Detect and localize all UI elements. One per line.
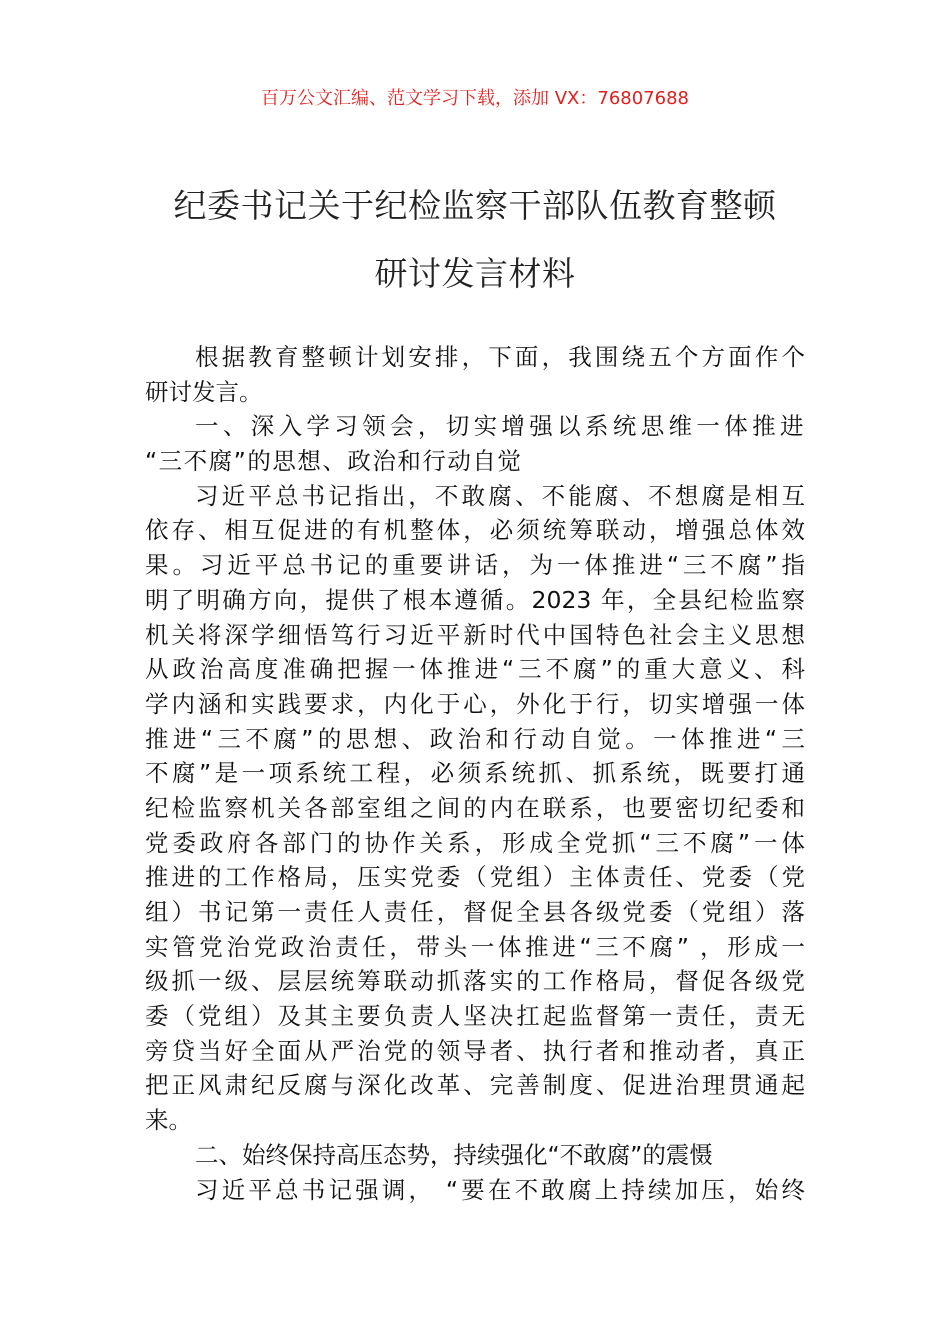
body-text-line: 实管党治党政治责任，带头一体推进“三不腐” ，形成一	[145, 932, 805, 961]
body-text-line: 机关将深学细悟笃行习近平新时代中国特色社会主义思想	[145, 620, 805, 649]
watermark-header: 百万公文汇编、范文学习下载，添加 VX：76807688	[261, 88, 689, 109]
body-text-line: 从政治高度准确把握一体推进“三不腐”的重大意义、科	[145, 655, 805, 684]
section-heading-line: 一、深入学习领会，切实增强以系统思维一体推进	[195, 412, 805, 441]
body-text-line: 习近平总书记强调， “要在不敢腐上持续加压，始终	[195, 1175, 805, 1204]
body-text-line: 学内涵和实践要求，内化于心，外化于行，切实增强一体	[145, 689, 805, 718]
body-text-line: 二、始终保持高压态势，持续强化“不敢腐”的震慑	[195, 1140, 713, 1169]
document-title-line-1: 纪委书记关于纪检监察干部队伍教育整顿	[173, 186, 777, 225]
body-text-line: 果。习近平总书记的重要讲话，为一体推进“三不腐”指	[145, 551, 805, 580]
body-text-line: 推进“三不腐”的思想、政治和行动自觉。一体推进“三	[145, 724, 805, 753]
body-text-line: 党委政府各部门的协作关系，形成全党抓“三不腐”一体	[145, 828, 805, 857]
body-text-line: 推进的工作格局，压实党委（党组）主体责任、党委（党	[145, 863, 805, 892]
body-text-line: 来。	[145, 1106, 192, 1135]
body-text-line: 根据教育整顿计划安排，下面，我围绕五个方面作个	[195, 343, 805, 371]
section-heading-line: “三不腐”的思想、政治和行动自觉	[145, 447, 523, 476]
body-text-line: 依存、相互促进的有机整体，必须统筹联动，增强总体效	[145, 516, 805, 545]
document-title-line-2: 研讨发言材料	[374, 254, 576, 293]
body-text-line: 不腐”是一项系统工程，必须系统抓、抓系统，既要打通	[145, 759, 805, 788]
body-text-line: 委（党组）及其主要负责人坚决扛起监督第一责任，责无	[145, 1002, 805, 1031]
body-text-line: 纪检监察机关各部室组之间的内在联系，也要密切纪委和	[145, 793, 805, 822]
body-text-line: 级抓一级、层层统筹联动抓落实的工作格局，督促各级党	[145, 967, 805, 996]
body-text-line: 组）书记第一责任人责任，督促全县各级党委（党组）落	[145, 898, 805, 926]
body-text-line: 研讨发言。	[145, 377, 263, 406]
body-text-line: 把正风肃纪反腐与深化改革、完善制度、促进治理贯通起	[145, 1071, 805, 1100]
body-text-line: 明了明确方向，提供了根本遵循。2023 年，全县纪检监察	[145, 585, 805, 614]
document-body	[145, 340, 805, 1207]
body-text-line: 习近平总书记指出，不敢腐、不能腐、不想腐是相互	[195, 481, 805, 510]
body-text-line: 旁贷当好全面从严治党的领导者、执行者和推动者，真正	[145, 1036, 805, 1065]
